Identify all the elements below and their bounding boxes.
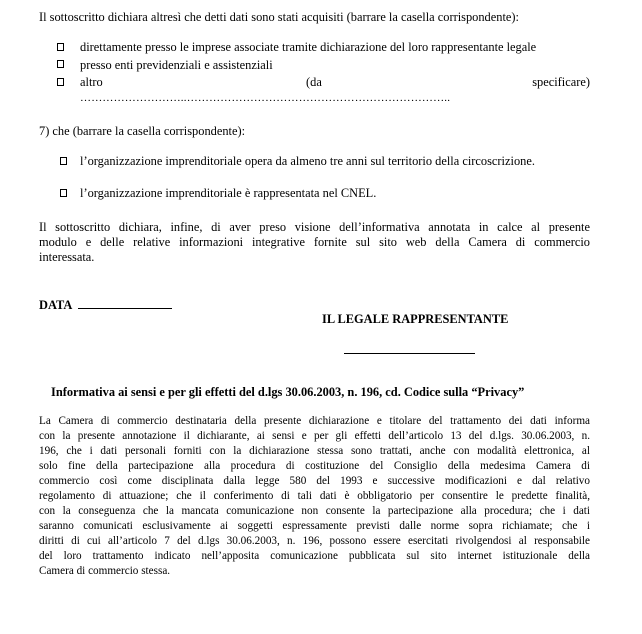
option-enti: presso enti previdenziali e assistenziali	[80, 58, 273, 72]
option-tre-anni: l’organizzazione imprenditoriale opera da almeno tre anni sul territorio della circoscrizione.	[80, 154, 535, 168]
option-cnel: l’organizzazione imprenditoriale è rappresentata nel CNEL.	[80, 186, 377, 200]
checkbox-enti[interactable]	[57, 60, 64, 68]
option-imprese: direttamente presso le imprese associate tramite dichiarazione del loro rappresentante legale	[80, 40, 537, 54]
section7-title: 7) che (barrare la casella corrispondente):	[39, 124, 246, 138]
privacy-line: del loro trattamento indicato nell’apposita comunicazione pubblicata sul sito internet istituzionale della	[39, 550, 590, 562]
checkbox-altro[interactable]	[57, 78, 64, 86]
option-altro-specificare: specificare)	[532, 75, 590, 89]
privacy-line: diritti di cui all’articolo 7 del d.lgs 30.06.2003, n. 196, possono essere esercitati rivolgendosi al responsabile	[39, 535, 590, 547]
altro-specify-field[interactable]: ………………………..……………………………………………………………..	[80, 92, 451, 104]
checkbox-tre-anni[interactable]	[60, 157, 67, 165]
checkbox-imprese[interactable]	[57, 43, 64, 51]
privacy-line: con la presente annotazione il dichiarante, ai sensi e per gli effetti dell’articolo 13 del d.lgs. 30.06.2003, n.	[39, 430, 590, 442]
declaration-line: modulo e delle relative informazioni integrative fornite sul sito web della Camera di commercio	[39, 235, 590, 249]
privacy-line: Camera di commercio stessa.	[39, 565, 171, 577]
option-altro-da: (da	[306, 75, 322, 89]
privacy-line: saranno comunicati esclusivamente ai soggetti espressamente previsti dalle norme sopra richiamate; che i	[39, 520, 590, 532]
option-altro-label: altro	[80, 75, 103, 89]
date-label: DATA	[39, 298, 72, 312]
privacy-line: 196, che i dati personali forniti con la dichiarazione stessa sono trattati, anche con modalità elettronica, al	[39, 445, 590, 457]
privacy-line: regolamento di attuazione; che il conferimento di tali dati è obbligatorio per consentire le predette finalità,	[39, 490, 590, 502]
privacy-title: Informativa ai sensi e per gli effetti del d.lgs 30.06.2003, n. 196, cd. Codice sulla “Privacy”	[51, 385, 525, 399]
privacy-line: commercio così come disciplinata dalla legge 580 del 1993 e successive modificazioni e dal relativo	[39, 475, 590, 487]
intro-text: Il sottoscritto dichiara altresì che detti dati sono stati acquisiti (barrare la casella corrispondente):	[39, 10, 519, 24]
date-row	[39, 298, 172, 313]
privacy-line: con la conseguenza che la mancata comunicazione non consente la partecipazione alla procedura; che i dati	[39, 505, 590, 517]
privacy-paragraph	[39, 414, 590, 579]
declaration-paragraph	[39, 220, 590, 265]
legal-rep-label: IL LEGALE RAPPRESENTANTE	[322, 312, 509, 326]
declaration-line: interessata.	[39, 250, 95, 264]
checkbox-cnel[interactable]	[60, 189, 67, 197]
declaration-line: Il sottoscritto dichiara, infine, di aver preso visione dell’informativa annotata in calce al presente	[39, 220, 590, 234]
signature-line[interactable]	[344, 344, 475, 354]
privacy-line: solo fine della partecipazione alla procedura di costituzione del Consiglio della medesima Camera di	[39, 460, 590, 472]
privacy-line: La Camera di commercio destinataria della presente dichiarazione e titolare del trattamento dei dati informa	[39, 415, 590, 427]
date-field[interactable]	[78, 298, 172, 309]
